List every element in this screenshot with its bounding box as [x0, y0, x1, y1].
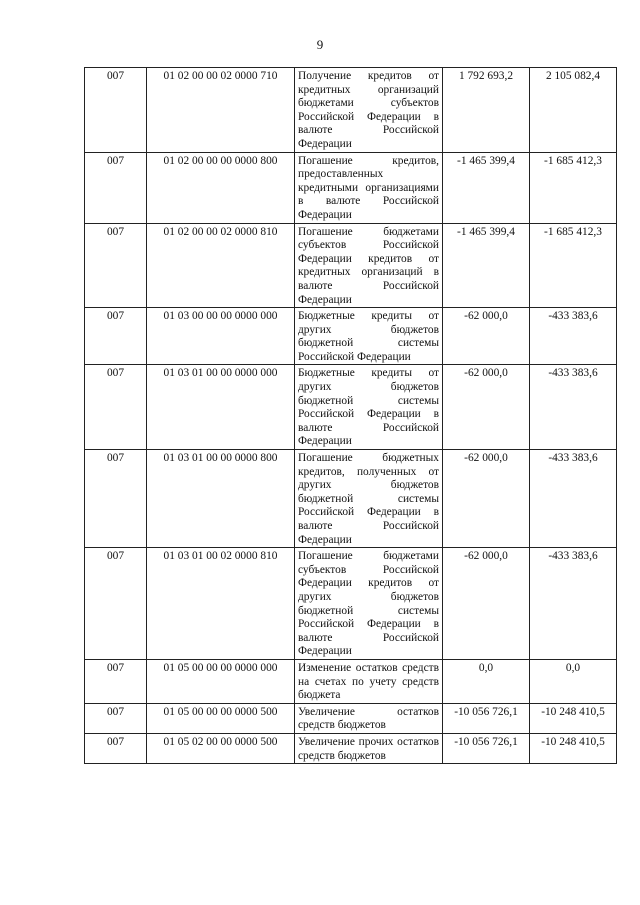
- admin-code-cell: 007: [85, 659, 147, 703]
- classification-code-cell: 01 02 00 00 02 0000 710: [147, 68, 295, 153]
- source-name-cell: Погашение бюджетами субъектов Российской Федерации кредитов от кредитных организаций в валюте Российской Федерации: [295, 223, 443, 308]
- source-name-cell: Увеличение остатков средств бюджетов: [295, 703, 443, 733]
- table-row: [85, 365, 617, 450]
- amount-year1-cell: -62 000,0: [443, 365, 530, 450]
- source-name-cell: Получение кредитов от кредитных организаций бюджетами субъектов Российской Федерации в валюте Российской Федерации: [295, 68, 443, 153]
- admin-code-cell: 007: [85, 223, 147, 308]
- amount-year2-cell: -1 685 412,3: [530, 223, 617, 308]
- admin-code-cell: 007: [85, 365, 147, 450]
- source-name-cell: Бюджетные кредиты от других бюджетов бюджетной системы Российской Федерации: [295, 308, 443, 365]
- amount-year2-cell: -433 383,6: [530, 450, 617, 548]
- admin-code-cell: 007: [85, 308, 147, 365]
- page-number: 9: [316, 37, 324, 52]
- amount-year1-cell: -62 000,0: [443, 308, 530, 365]
- classification-code-cell: 01 03 01 00 00 0000 800: [147, 450, 295, 548]
- source-name-cell: Увеличение прочих остатков средств бюджетов: [295, 733, 443, 763]
- amount-year2-cell: -1 685 412,3: [530, 152, 617, 223]
- table-row: [85, 223, 617, 308]
- classification-code-cell: 01 05 02 00 00 0000 500: [147, 733, 295, 763]
- admin-code-cell: 007: [85, 152, 147, 223]
- table-row: [85, 703, 617, 733]
- amount-year2-cell: -433 383,6: [530, 365, 617, 450]
- amount-year1-cell: -10 056 726,1: [443, 703, 530, 733]
- source-name-cell: Погашение бюджетами субъектов Российской Федерации кредитов от других бюджетов бюджетной системы Российской Федерации в валюте Российской Федерации: [295, 548, 443, 660]
- classification-code-cell: 01 02 00 00 02 0000 810: [147, 223, 295, 308]
- amount-year2-cell: -433 383,6: [530, 308, 617, 365]
- amount-year1-cell: -62 000,0: [443, 548, 530, 660]
- table-row: [85, 733, 617, 763]
- classification-code-cell: 01 05 00 00 00 0000 500: [147, 703, 295, 733]
- classification-code-cell: 01 02 00 00 00 0000 800: [147, 152, 295, 223]
- classification-code-cell: 01 03 00 00 00 0000 000: [147, 308, 295, 365]
- amount-year1-cell: -10 056 726,1: [443, 733, 530, 763]
- admin-code-cell: 007: [85, 733, 147, 763]
- amount-year2-cell: -10 248 410,5: [530, 703, 617, 733]
- table-row: [85, 659, 617, 703]
- table-row: [85, 152, 617, 223]
- amount-year2-cell: -10 248 410,5: [530, 733, 617, 763]
- classification-code-cell: 01 03 01 00 02 0000 810: [147, 548, 295, 660]
- source-name-cell: Погашение кредитов, предоставленных кредитными организациями в валюте Российской Федерации: [295, 152, 443, 223]
- admin-code-cell: 007: [85, 68, 147, 153]
- amount-year2-cell: 2 105 082,4: [530, 68, 617, 153]
- budget-sources-table: [84, 67, 617, 764]
- admin-code-cell: 007: [85, 703, 147, 733]
- amount-year1-cell: 1 792 693,2: [443, 68, 530, 153]
- table-row: [85, 450, 617, 548]
- amount-year1-cell: -1 465 399,4: [443, 223, 530, 308]
- classification-code-cell: 01 03 01 00 00 0000 000: [147, 365, 295, 450]
- table-row: [85, 308, 617, 365]
- source-name-cell: Погашение бюджетных кредитов, полученных от других бюджетов бюджетной системы Российской Федерации в валюте Российской Федерации: [295, 450, 443, 548]
- admin-code-cell: 007: [85, 548, 147, 660]
- amount-year2-cell: -433 383,6: [530, 548, 617, 660]
- table-row: [85, 548, 617, 660]
- source-name-cell: Бюджетные кредиты от других бюджетов бюджетной системы Российской Федерации в валюте Российской Федерации: [295, 365, 443, 450]
- admin-code-cell: 007: [85, 450, 147, 548]
- amount-year1-cell: 0,0: [443, 659, 530, 703]
- amount-year1-cell: -1 465 399,4: [443, 152, 530, 223]
- amount-year2-cell: 0,0: [530, 659, 617, 703]
- table-row: [85, 68, 617, 153]
- amount-year1-cell: -62 000,0: [443, 450, 530, 548]
- classification-code-cell: 01 05 00 00 00 0000 000: [147, 659, 295, 703]
- source-name-cell: Изменение остатков средств на счетах по учету средств бюджета: [295, 659, 443, 703]
